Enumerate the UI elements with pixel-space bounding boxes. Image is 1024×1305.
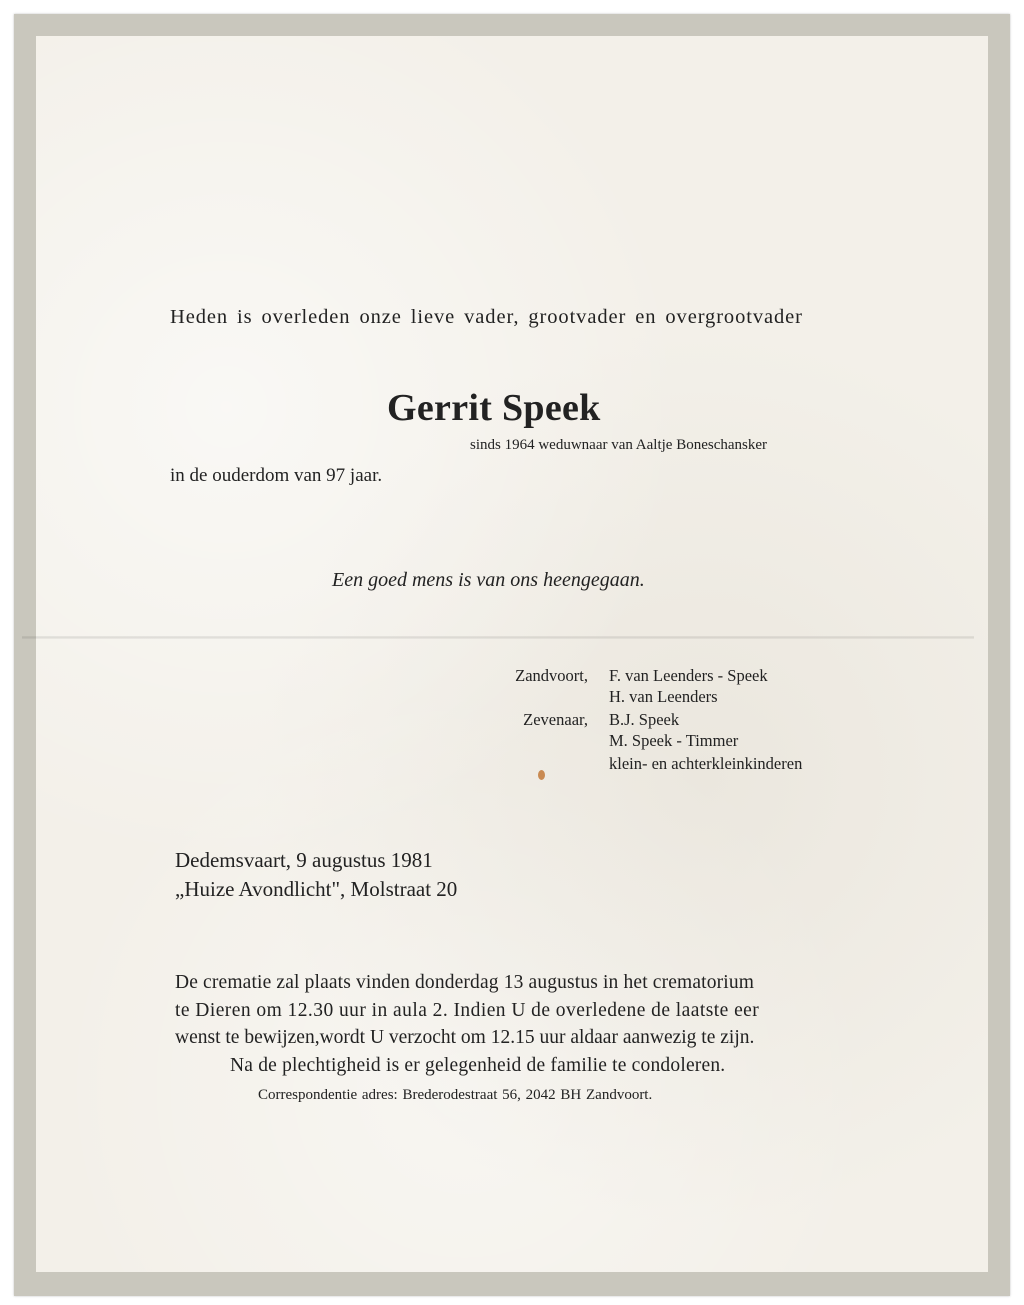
cremation-line: wenst te bewijzen,wordt U verzocht om 12.15 uur aldaar aanwezig te zijn.: [175, 1027, 755, 1048]
family-place-zevenaar: Zevenaar,: [523, 710, 588, 729]
cremation-line: De crematie zal plaats vinden donderdag 13 augustus in het crematorium: [175, 972, 755, 993]
widow-line: sinds 1964 weduwnaar van Aaltje Boneschansker: [470, 437, 768, 453]
family-member: B.J. Speek: [609, 710, 680, 729]
intro-line: Heden is overleden onze lieve vader, grootvader en overgrootvader: [170, 306, 803, 328]
cremation-line: te Dieren om 12.30 uur in aula 2. Indien U de overledene de laatste eer: [175, 1000, 760, 1021]
family-member: H. van Leenders: [609, 687, 718, 706]
family-member: M. Speek - Timmer: [609, 731, 739, 750]
memorial-quote: Een goed mens is van ons heengegaan.: [332, 569, 645, 591]
cremation-line: Na de plechtigheid is er gelegenheid de familie te condoleren.: [230, 1055, 726, 1076]
fold-line: [22, 636, 974, 639]
family-member: klein- en achterkleinkinderen: [609, 754, 803, 773]
family-member: F. van Leenders - Speek: [609, 666, 768, 685]
paper-stain: [538, 770, 545, 780]
age-line: in de ouderdom van 97 jaar.: [170, 465, 383, 486]
location-address: „Huize Avondlicht", Molstraat 20: [175, 877, 458, 901]
correspondence-address: Correspondentie adres: Brederodestraat 56, 2042 BH Zandvoort.: [258, 1087, 653, 1103]
location-date: Dedemsvaart, 9 augustus 1981: [175, 848, 433, 872]
deceased-name: Gerrit Speek: [387, 387, 601, 429]
family-place-zandvoort: Zandvoort,: [515, 666, 588, 685]
